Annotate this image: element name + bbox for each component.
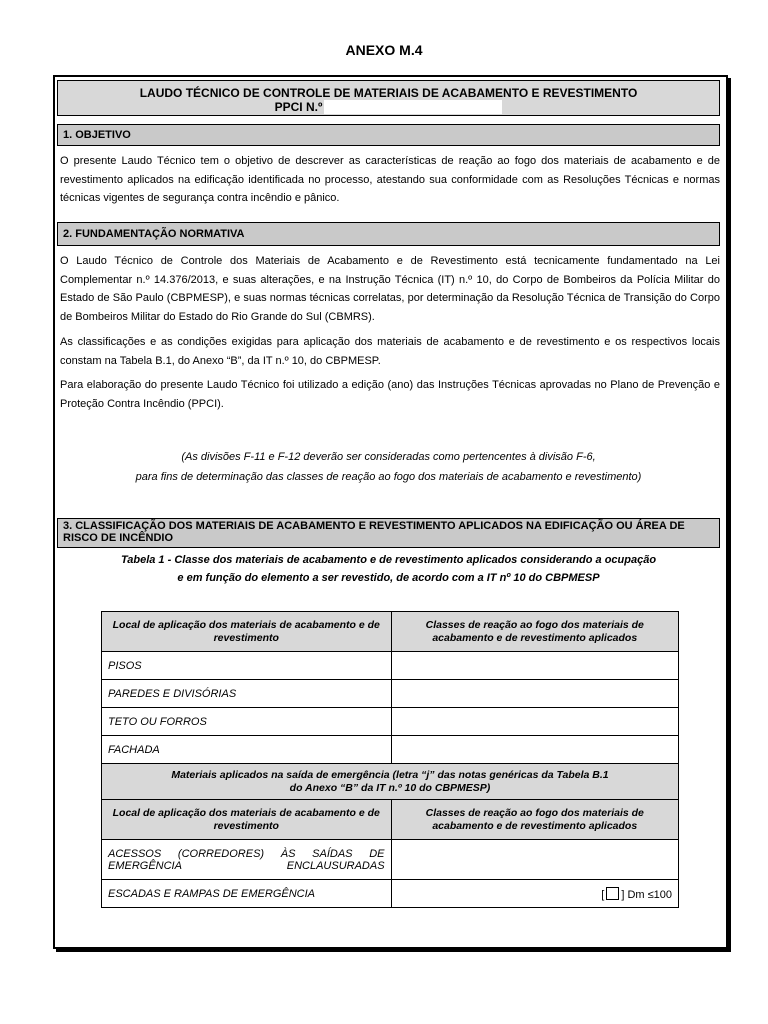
fundamentacao-paragraph-2: As classificações e as condições exigidas para aplicação dos materiais de acabamento e de revestimento e os respectivos locais constam na Tabela B.1, do Anexo “B”, da IT n.º 10, do CBPMESP. xyxy=(60,336,720,367)
table-header-row xyxy=(102,612,679,652)
class-input-acessos[interactable] xyxy=(391,840,678,880)
fundamentacao-paragraph-3: Para elaboração do presente Laudo Técnico foi utilizado a edição (ano) das Instruções Técnicas aprovadas no Plano de Prevenção e Proteção Contra Incêndio (PPCI). xyxy=(60,379,720,410)
table-row xyxy=(102,840,679,880)
class-input-escadas xyxy=(391,880,678,908)
ppci-line xyxy=(275,100,503,114)
emergency-heading-line-2: do Anexo “B” da IT n.º 10 do CBPMESP) xyxy=(289,781,491,794)
emergency-table-header-row xyxy=(102,800,679,840)
ppci-label: PPCI N.º xyxy=(274,100,323,114)
divisions-note-line-2: para fins de determinação das classes de reação ao fogo dos materiais de acabamento e revestimento) xyxy=(135,471,642,483)
section-heading-classificacao: 3. CLASSIFICAÇÃO DOS MATERIAIS DE ACABAMENTO E REVESTIMENTO APLICADOS NA EDIFICAÇÃO OU ÁREA DE RISCO DE INCÊNDIO xyxy=(57,518,720,548)
report-title-box xyxy=(57,80,720,116)
table-row xyxy=(102,680,679,708)
bracket-close: ] xyxy=(621,888,625,901)
dm-label: Dm ≤100 xyxy=(627,888,672,901)
column-header-classes: Classes de reação ao fogo dos materiais de acabamento e de revestimento aplicados xyxy=(391,612,678,652)
emergency-column-header-classes: Classes de reação ao fogo dos materiais de acabamento e de revestimento aplicados xyxy=(391,800,678,840)
table-row xyxy=(102,880,679,908)
dm-checkbox[interactable] xyxy=(606,887,619,900)
emergency-heading xyxy=(102,764,679,800)
emergency-column-header-local: Local de aplicação dos materiais de acabamento e de revestimento xyxy=(102,800,392,840)
column-header-local: Local de aplicação dos materiais de acabamento e de revestimento xyxy=(102,612,392,652)
table-caption-line-1: Tabela 1 - Classe dos materiais de acabamento e de revestimento aplicados considerando a ocupação xyxy=(120,554,657,566)
row-label-acessos-text: ACESSOS (CORREDORES) ÀS SAÍDAS DE EMERGÊNCIA ENCLAUSURADAS xyxy=(108,847,385,872)
section-heading-objetivo: 1. OBJETIVO xyxy=(57,124,720,146)
class-input-fachada[interactable] xyxy=(391,736,678,764)
row-label-paredes: PAREDES E DIVISÓRIAS xyxy=(102,680,392,708)
row-label-acessos xyxy=(102,840,392,880)
row-label-escadas: ESCADAS E RAMPAS DE EMERGÊNCIA xyxy=(102,880,392,908)
emergency-heading-row xyxy=(102,764,679,800)
table-row xyxy=(102,736,679,764)
divisions-note-line-1: (As divisões F-11 e F-12 deverão ser consideradas como pertencentes à divisão F-6, xyxy=(181,451,596,463)
class-input-teto[interactable] xyxy=(391,708,678,736)
table-row xyxy=(102,652,679,680)
emergency-heading-line-1: Materiais aplicados na saída de emergência (letra “j” das notas genéricas da Tabela B.1 xyxy=(171,769,609,781)
class-input-pisos[interactable] xyxy=(391,652,678,680)
objetivo-text: O presente Laudo Técnico tem o objetivo de descrever as características de reação ao fogo dos materiais de acabamento e de revestimento aplicados na edificação identificada no processo, atestando sua conformidade com as Resoluções Técnicas e normas técnicas vigentes de segurança contra incêndio e pânico. xyxy=(60,155,720,204)
ppci-number-field[interactable] xyxy=(324,100,502,114)
table-caption-line-2: e em função do elemento a ser revestido, de acordo com a IT nº 10 do CBPMESP xyxy=(177,572,600,584)
bracket-open: [ xyxy=(601,888,605,901)
annex-title: ANEXO M.4 xyxy=(345,42,423,58)
table-row xyxy=(102,708,679,736)
row-label-pisos: PISOS xyxy=(102,652,392,680)
report-title: LAUDO TÉCNICO DE CONTROLE DE MATERIAIS DE ACABAMENTO E REVESTIMENTO xyxy=(139,86,638,100)
row-label-fachada: FACHADA xyxy=(102,736,392,764)
section-heading-fundamentacao: 2. FUNDAMENTAÇÃO NORMATIVA xyxy=(57,222,720,246)
fundamentacao-paragraph-1: O Laudo Técnico de Controle dos Materiais de Acabamento e de Revestimento está tecnicamente fundamentado na Lei Complementar n.º 14.376/2013, e suas alterações, e na Instrução Técnica (IT) n.º 10, do Corpo de Bombeiros da Polícia Militar do Estado de São Paulo (CBPMESP), e suas normas técnicas correlatas, por determinação da Resolução Técnica de Transição do Corpo de Bombeiros Militar do Estado do Rio Grande do Sul (CBMRS). xyxy=(60,255,720,323)
materials-table xyxy=(101,611,679,908)
row-label-teto: TETO OU FORROS xyxy=(102,708,392,736)
class-input-paredes[interactable] xyxy=(391,680,678,708)
